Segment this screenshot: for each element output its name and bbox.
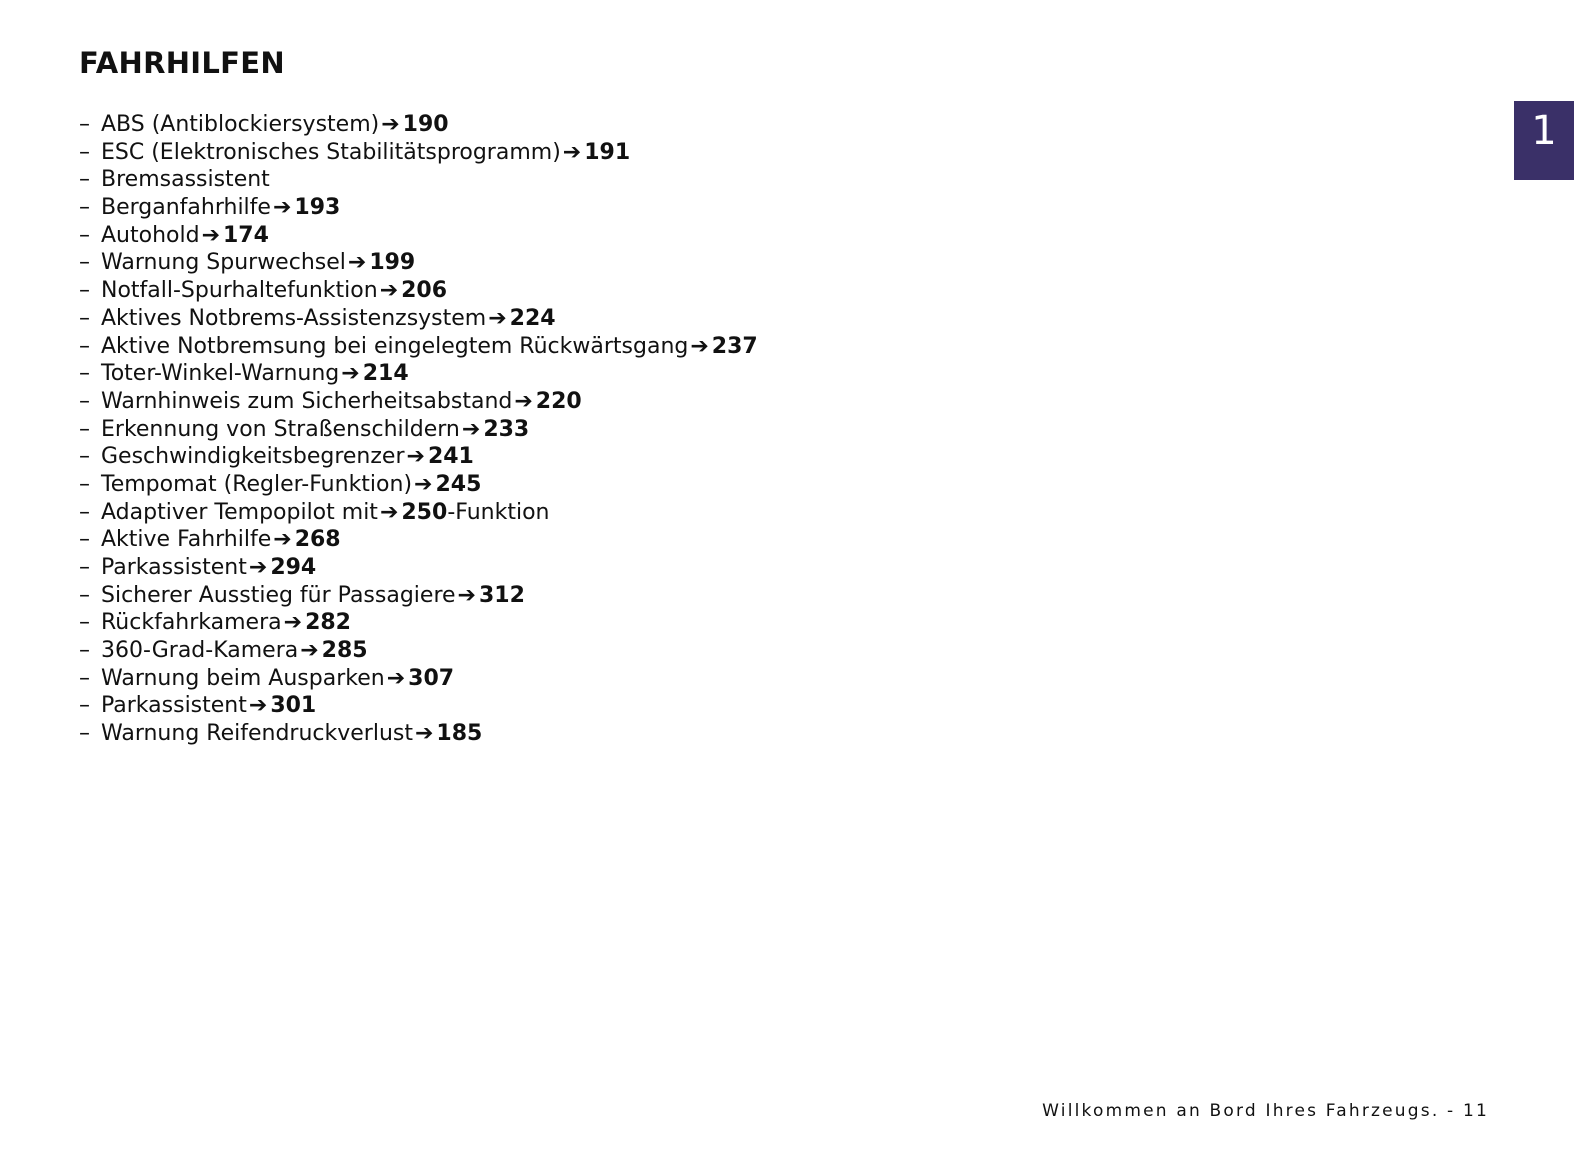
list-item	[79, 139, 758, 167]
dash-bullet: –	[79, 250, 90, 276]
list-item	[79, 554, 758, 582]
dash-bullet: –	[79, 610, 90, 636]
page-reference-link[interactable]: 199	[369, 250, 416, 276]
list-item	[79, 333, 758, 361]
dash-bullet: –	[79, 665, 90, 691]
item-label: Erkennung von Straßenschildern	[101, 416, 460, 442]
item-label: ESC (Elektronisches Stabilitätsprogramm)	[101, 139, 561, 165]
list-item	[79, 305, 758, 333]
list-item	[79, 720, 758, 748]
page-reference-link[interactable]: 245	[435, 471, 482, 497]
dash-bullet: –	[79, 499, 90, 525]
list-item	[79, 194, 758, 222]
item-label-suffix: -Funktion	[447, 499, 550, 525]
page-reference-link[interactable]: 312	[478, 582, 525, 608]
page-reference-link[interactable]: 250	[401, 499, 448, 525]
arrow-right-icon: ➔	[457, 582, 476, 608]
arrow-right-icon: ➔	[414, 721, 434, 747]
page-reference-link[interactable]: 307	[408, 665, 455, 691]
item-label: Aktive Fahrhilfe	[101, 527, 272, 553]
dash-bullet: –	[79, 278, 90, 304]
arrow-right-icon: ➔	[273, 527, 292, 553]
list-item	[79, 499, 758, 527]
arrow-right-icon: ➔	[248, 555, 268, 580]
item-label: Parkassistent	[101, 555, 247, 580]
arrow-right-icon: ➔	[488, 305, 507, 331]
item-label: Warnung Spurwechsel	[101, 250, 346, 276]
item-label: Aktives Notbrems-Assistenzsystem	[101, 305, 487, 331]
arrow-right-icon: ➔	[414, 471, 433, 497]
list-item	[79, 249, 758, 277]
dash-bullet: –	[79, 721, 90, 747]
page-reference-link[interactable]: 224	[509, 305, 556, 331]
item-label: Warnung beim Ausparken	[101, 665, 385, 691]
arrow-right-icon: ➔	[381, 112, 400, 137]
arrow-right-icon: ➔	[300, 638, 319, 664]
list-item	[79, 222, 758, 250]
arrow-right-icon: ➔	[562, 139, 582, 165]
item-label: Berganfahrhilfe	[101, 195, 271, 221]
chapter-tab[interactable]: 1	[1514, 101, 1574, 180]
item-label: Bremsassistent	[101, 167, 270, 193]
dash-bullet: –	[79, 527, 90, 553]
page-reference-link[interactable]: 285	[321, 638, 368, 664]
driving-aids-list	[79, 111, 758, 748]
list-item	[79, 526, 758, 554]
arrow-right-icon: ➔	[248, 693, 268, 719]
list-item	[79, 471, 758, 499]
list-item	[79, 443, 758, 471]
arrow-right-icon: ➔	[379, 278, 399, 304]
dash-bullet: –	[79, 416, 90, 442]
page-reference-link[interactable]: 294	[270, 555, 317, 580]
arrow-right-icon: ➔	[201, 222, 220, 248]
list-item	[79, 637, 758, 665]
page-reference-link[interactable]: 174	[223, 222, 269, 248]
page-reference-link[interactable]: 233	[483, 416, 530, 442]
item-label: Rückfahrkamera	[101, 610, 282, 636]
list-item	[79, 692, 758, 720]
dash-bullet: –	[79, 582, 90, 608]
list-item	[79, 388, 758, 416]
page-reference-link[interactable]: 268	[294, 527, 341, 553]
dash-bullet: –	[79, 167, 90, 193]
arrow-right-icon: ➔	[283, 610, 303, 636]
arrow-right-icon: ➔	[341, 361, 360, 387]
arrow-right-icon: ➔	[514, 388, 533, 414]
dash-bullet: –	[79, 112, 90, 137]
dash-bullet: –	[79, 333, 90, 359]
item-label: 360-Grad-Kamera	[101, 638, 299, 664]
item-label: Notfall-Spurhaltefunktion	[101, 278, 378, 304]
page-reference-link[interactable]: 220	[535, 388, 582, 414]
list-item	[79, 111, 758, 139]
item-label: ABS (Antiblockiersystem)	[101, 112, 380, 137]
page-reference-link[interactable]: 185	[436, 721, 483, 747]
arrow-right-icon: ➔	[461, 416, 481, 442]
arrow-right-icon: ➔	[347, 250, 367, 276]
page-title: FAHRHILFEN	[79, 46, 285, 80]
page-footer: Willkommen an Bord Ihres Fahrzeugs. - 11	[1042, 1101, 1489, 1121]
list-item	[79, 360, 758, 388]
list-item	[79, 416, 758, 444]
list-item	[79, 277, 758, 305]
page-reference-link[interactable]: 193	[294, 195, 341, 221]
dash-bullet: –	[79, 444, 90, 470]
dash-bullet: –	[79, 555, 90, 580]
arrow-right-icon: ➔	[386, 665, 406, 691]
item-label: Tempomat (Regler-Funktion)	[101, 471, 413, 497]
list-item	[79, 665, 758, 693]
dash-bullet: –	[79, 693, 90, 719]
page-reference-link[interactable]: 214	[362, 361, 409, 387]
dash-bullet: –	[79, 361, 90, 387]
item-label: Adaptiver Tempopilot mit	[101, 499, 378, 525]
page-reference-link[interactable]: 206	[401, 278, 448, 304]
list-item	[79, 609, 758, 637]
dash-bullet: –	[79, 305, 90, 331]
page-reference-link[interactable]: 241	[427, 444, 474, 470]
list-item	[79, 582, 758, 610]
page-reference-link[interactable]: 237	[711, 333, 758, 359]
item-label: Warnung Reifendruckverlust	[101, 721, 413, 747]
page-reference-link[interactable]: 191	[584, 139, 631, 165]
item-label: Aktive Notbremsung bei eingelegtem Rückwärtsgang	[101, 333, 689, 359]
list-item	[79, 166, 758, 194]
item-label: Autohold	[101, 222, 200, 248]
dash-bullet: –	[79, 471, 90, 497]
arrow-right-icon: ➔	[379, 499, 399, 525]
page-reference-link[interactable]: 301	[270, 693, 317, 719]
arrow-right-icon: ➔	[690, 333, 709, 359]
item-label: Parkassistent	[101, 693, 247, 719]
page-reference-link[interactable]: 190	[402, 112, 449, 137]
dash-bullet: –	[79, 638, 90, 664]
arrow-right-icon: ➔	[272, 195, 292, 221]
item-label: Geschwindigkeitsbegrenzer	[101, 444, 405, 470]
page-reference-link[interactable]: 282	[305, 610, 351, 636]
dash-bullet: –	[79, 222, 90, 248]
item-label: Toter-Winkel-Warnung	[101, 361, 340, 387]
item-label: Sicherer Ausstieg für Passagiere	[101, 582, 456, 608]
dash-bullet: –	[79, 139, 90, 165]
dash-bullet: –	[79, 195, 90, 221]
arrow-right-icon: ➔	[406, 444, 425, 470]
item-label: Warnhinweis zum Sicherheitsabstand	[101, 388, 513, 414]
dash-bullet: –	[79, 388, 90, 414]
